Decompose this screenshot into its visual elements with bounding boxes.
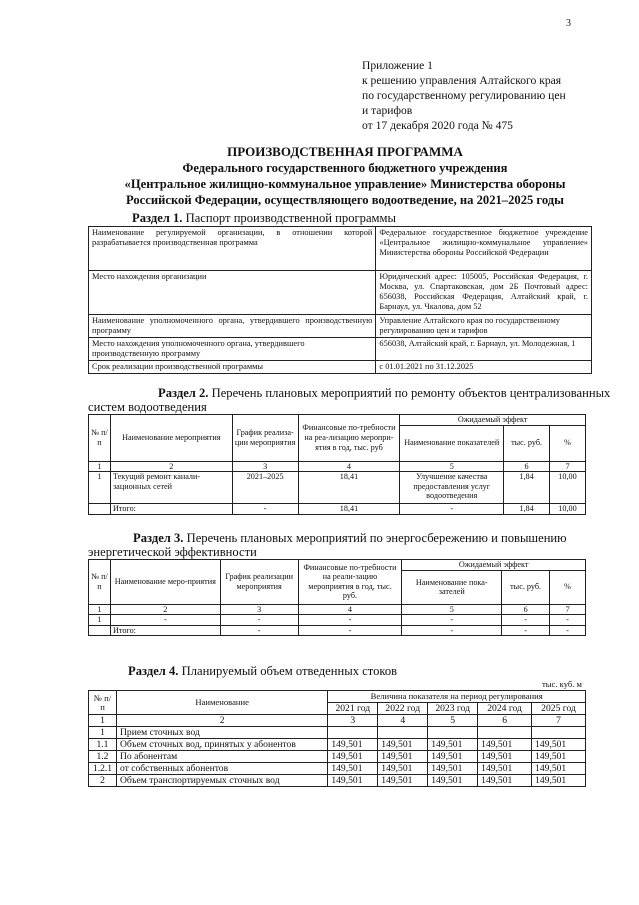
cell-value: 149,501: [478, 739, 532, 751]
index-cell: 6: [502, 604, 550, 615]
index-cell: 2: [110, 604, 220, 615]
passport-value: Управление Алтайского края по государственному регулированию цен и тарифов: [376, 315, 592, 338]
cell-name: Объем сточных вод, принятых у абонентов: [116, 739, 327, 751]
index-cell: 4: [378, 715, 428, 727]
passport-label: Наименование уполномоченного органа, утвердившего производственную программу: [89, 315, 376, 338]
col-header-percent: %: [550, 425, 586, 461]
section1-heading-bold: Раздел 1.: [132, 211, 183, 225]
cell-empty: [89, 504, 111, 515]
cell-value: 149,501: [532, 763, 586, 775]
col-header-period: Величина показателя на период регулирования: [328, 691, 586, 703]
cell-value: 149,501: [328, 775, 378, 787]
energy-measures-table: [88, 559, 586, 636]
cell-num: 1: [89, 472, 111, 504]
cell-value: 149,501: [532, 775, 586, 787]
annex-line: по государственному регулированию цен: [362, 89, 566, 102]
col-header-effect: Ожидаемый эффект: [400, 415, 586, 426]
table-row: [89, 615, 586, 626]
col-header-num: № п/п: [89, 691, 117, 715]
col-header-year: 2025 год: [532, 703, 586, 715]
index-cell: 5: [428, 715, 478, 727]
cell-num: 1.2.1: [89, 763, 117, 775]
cell-num: 1: [89, 727, 117, 739]
cell-schedule: -: [220, 615, 298, 626]
cell-percent: 10,00: [550, 504, 586, 515]
cell-schedule: -: [220, 625, 298, 636]
repair-measures-table: [88, 414, 586, 515]
header-row: [89, 560, 586, 571]
index-cell: 1: [89, 461, 111, 472]
passport-value: 656038, Алтайский край, г. Барнаул, ул. Молодежная, 1: [376, 338, 592, 361]
cell-schedule: 2021–2025: [232, 472, 298, 504]
section3-heading-bold: Раздел 3.: [133, 531, 184, 545]
col-header-thousand: тыс. руб.: [504, 425, 550, 461]
col-header-schedule: График реализа-ции мероприятия: [232, 415, 298, 462]
cell-name: Объем транспортируемых сточных вод: [116, 775, 327, 787]
cell-finance: -: [298, 615, 402, 626]
annex-block: [362, 58, 632, 133]
col-header-finance: Финансовые по-требности на реа-лизацию меропри-ятия в год, тыс. руб: [298, 415, 400, 462]
cell-percent: -: [550, 615, 586, 626]
cell-name: Прием сточных вод: [116, 727, 327, 739]
passport-value: с 01.01.2021 по 31.12.2025: [376, 361, 592, 374]
cell-name: Текущий ремонт канали-зационных сетей: [110, 472, 232, 504]
index-cell: 3: [328, 715, 378, 727]
index-cell: 5: [402, 604, 502, 615]
col-header-name: Наименование мероприятия: [110, 415, 232, 462]
index-cell: 5: [400, 461, 504, 472]
total-row: [89, 625, 586, 636]
cell-num: 2: [89, 775, 117, 787]
passport-label: Срок реализации производственной программы: [89, 361, 376, 374]
title-line: Федерального государственного бюджетного учреждения: [182, 161, 508, 175]
cell-value: [478, 727, 532, 739]
cell-value: [328, 727, 378, 739]
cell-value: 149,501: [428, 739, 478, 751]
table-row: [89, 227, 592, 271]
section2-heading-text: Перечень плановых мероприятий по ремонту объектов централизованных: [208, 386, 611, 400]
section3-heading-cont: энергетической эффективности: [88, 545, 257, 559]
cell-value: 149,501: [328, 751, 378, 763]
cell-value: 149,501: [532, 751, 586, 763]
cell-value: 149,501: [378, 751, 428, 763]
annex-line: Приложение 1: [362, 59, 433, 72]
cell-empty: [89, 625, 111, 636]
table-row: [89, 472, 586, 504]
cell-thousand: -: [502, 615, 550, 626]
table-row: [89, 763, 586, 775]
passport-table: [88, 226, 592, 374]
annex-line: и тарифов: [362, 104, 413, 117]
wastewater-volume-table: [88, 690, 586, 787]
cell-value: [428, 727, 478, 739]
index-cell: 4: [298, 604, 402, 615]
page-number: 3: [566, 18, 571, 29]
index-cell: 6: [504, 461, 550, 472]
cell-value: 149,501: [428, 763, 478, 775]
section4-heading: [128, 664, 397, 679]
cell-indicator: -: [400, 504, 504, 515]
cell-finance: 18,41: [298, 472, 400, 504]
cell-value: 149,501: [532, 739, 586, 751]
cell-value: 149,501: [378, 763, 428, 775]
col-header-effect: Ожидаемый эффект: [402, 560, 586, 571]
cell-value: 149,501: [478, 751, 532, 763]
title-line: «Центральное жилищно-коммунальное управление» Министерства обороны: [124, 177, 566, 191]
annex-line: к решению управления Алтайского края: [362, 74, 562, 87]
table-row: [89, 315, 592, 338]
cell-indicator: Улучшение качества предоставления услуг водоотведения: [400, 472, 504, 504]
index-cell: 6: [478, 715, 532, 727]
index-cell: 7: [532, 715, 586, 727]
cell-total-label: Итого:: [110, 625, 220, 636]
index-cell: 4: [298, 461, 400, 472]
section3-heading-text: Перечень плановых мероприятий по энергосбережению и повышению: [183, 531, 567, 545]
cell-finance: -: [298, 625, 402, 636]
index-cell: 2: [116, 715, 327, 727]
table-row: [89, 751, 586, 763]
cell-value: 149,501: [328, 763, 378, 775]
cell-value: 149,501: [428, 751, 478, 763]
table-row: [89, 727, 586, 739]
col-header-num: № п/п: [89, 560, 111, 605]
table-row: [89, 271, 592, 315]
col-header-indicator: Наименование пока-зателей: [402, 570, 502, 604]
col-header-thousand: тыс. руб.: [502, 570, 550, 604]
title-line: ПРОИЗВОДСТВЕННАЯ ПРОГРАММА: [227, 144, 463, 159]
index-cell: 7: [550, 461, 586, 472]
header-row: [89, 415, 586, 426]
col-header-percent: %: [550, 570, 586, 604]
cell-num: 1: [89, 615, 111, 626]
col-header-name: Наименование меро-приятия: [110, 560, 220, 605]
section2-heading: [158, 386, 610, 401]
col-header-name: Наименование: [116, 691, 327, 715]
col-header-indicator: Наименование показателей: [400, 425, 504, 461]
cell-percent: -: [550, 625, 586, 636]
cell-thousand: -: [502, 625, 550, 636]
title-line: Российской Федерации, осуществляющего водоотведение, на 2021–2025 годы: [126, 193, 564, 207]
section1-heading-text: Паспорт производственной программы: [182, 211, 396, 225]
cell-value: 149,501: [378, 739, 428, 751]
index-row: [89, 461, 586, 472]
passport-value: Федеральное государственное бюджетное учреждение «Центральное жилищно-коммунальное управление» Министерства обороны Российской Федерации: [376, 227, 592, 271]
cell-thousand: 1,84: [504, 472, 550, 504]
col-header-year: 2021 год: [328, 703, 378, 715]
cell-value: 149,501: [478, 775, 532, 787]
cell-value: 149,501: [378, 775, 428, 787]
table-row: [89, 361, 592, 374]
cell-indicator: -: [402, 625, 502, 636]
cell-value: 149,501: [328, 739, 378, 751]
index-cell: 2: [110, 461, 232, 472]
index-cell: 1: [89, 604, 111, 615]
section2-heading-cont: систем водоотведения: [88, 400, 207, 414]
cell-name: По абонентам: [116, 751, 327, 763]
passport-label: Наименование регулируемой организации, в отношении которой разрабатывается производственная программа: [89, 227, 376, 271]
passport-label: Место нахождения уполномоченного органа, утвердившего производственную программу: [89, 338, 376, 361]
table-row: [89, 739, 586, 751]
cell-total-label: Итого:: [110, 504, 232, 515]
passport-value: Юридический адрес: 105005, Российская Федерация, г. Москва, ул. Спартаковская, дом 2Б Почтовый адрес: 656038, Российская Федерация, Алтайский край, г. Барнаул, ул. Чкалова, дом 52: [376, 271, 592, 315]
header-row: [89, 691, 586, 703]
col-header-year: 2023 год: [428, 703, 478, 715]
index-cell: 3: [232, 461, 298, 472]
cell-schedule: -: [232, 504, 298, 515]
cell-value: [532, 727, 586, 739]
section3-heading: [133, 531, 567, 546]
cell-num: 1.1: [89, 739, 117, 751]
col-header-year: 2022 год: [378, 703, 428, 715]
cell-finance: 18,41: [298, 504, 400, 515]
col-header-year: 2024 год: [478, 703, 532, 715]
cell-indicator: -: [402, 615, 502, 626]
annex-line: от 17 декабря 2020 года № 475: [362, 119, 513, 132]
cell-value: 149,501: [478, 763, 532, 775]
cell-value: 149,501: [428, 775, 478, 787]
document-title: [60, 144, 630, 208]
cell-value: [378, 727, 428, 739]
index-cell: 3: [220, 604, 298, 615]
section4-heading-text: Планируемый объем отведенных стоков: [178, 664, 398, 678]
table-row: [89, 775, 586, 787]
cell-name: -: [110, 615, 220, 626]
col-header-num: № п/п: [89, 415, 111, 462]
table-row: [89, 338, 592, 361]
cell-num: 1.2: [89, 751, 117, 763]
section1-heading: [132, 211, 396, 226]
cell-name: от собственных абонентов: [116, 763, 327, 775]
section2-heading-bold: Раздел 2.: [158, 386, 209, 400]
col-header-finance: Финансовые по-требности на реали-зацию мероприятия в год, тыс. руб.: [298, 560, 402, 605]
index-row: [89, 715, 586, 727]
index-cell: 1: [89, 715, 117, 727]
cell-thousand: 1,84: [504, 504, 550, 515]
cell-percent: 10,00: [550, 472, 586, 504]
index-cell: 7: [550, 604, 586, 615]
unit-label: тыс. куб. м: [542, 679, 582, 689]
total-row: [89, 504, 586, 515]
passport-label: Место нахождения организации: [89, 271, 376, 315]
col-header-schedule: График реализации мероприятия: [220, 560, 298, 605]
index-row: [89, 604, 586, 615]
section4-heading-bold: Раздел 4.: [128, 664, 179, 678]
